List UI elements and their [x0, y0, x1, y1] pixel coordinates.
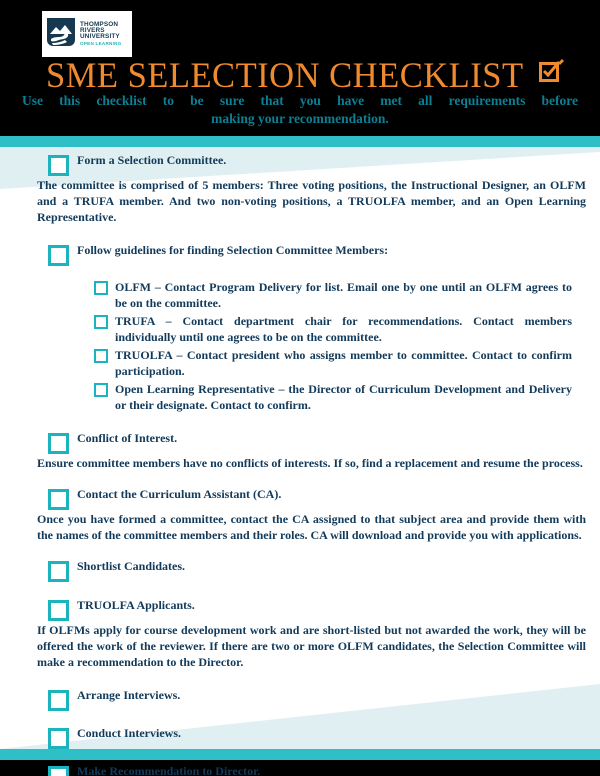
checklist-body: [0, 147, 600, 776]
checkbox-conflict-of-interest[interactable]: [48, 433, 69, 454]
checklist-entry-shortlist-candidates: [0, 543, 600, 582]
checkbox-conduct-interviews[interactable]: [48, 728, 69, 749]
list-item[interactable]: [48, 726, 584, 749]
list-item-body: [77, 559, 584, 574]
checklist-entry-truolfa-applicants: [0, 582, 600, 670]
page-title: SME SELECTION CHECKLIST: [46, 55, 524, 95]
list-item[interactable]: [48, 153, 584, 176]
list-item-title: TRUOLFA Applicants.: [77, 598, 195, 612]
sub-list-item[interactable]: [94, 313, 572, 345]
checklist-entry-arrange-interviews: [0, 670, 600, 711]
list-item-title: Shortlist Candidates.: [77, 559, 186, 573]
list-item[interactable]: [48, 688, 584, 711]
list-item-body: [77, 688, 584, 703]
checklist-entry-form-selection-committee: [0, 147, 600, 225]
checklist-entry-follow-guidelines: [0, 225, 600, 413]
checklist-entry-contact-curriculum-assistant: [0, 471, 600, 543]
checkbox-truolfa[interactable]: [94, 349, 108, 363]
logo-wordmark: [80, 22, 122, 47]
checkbox-make-recommendation[interactable]: [48, 766, 69, 776]
list-item-body: [77, 726, 584, 741]
sub-list-item[interactable]: [94, 381, 572, 413]
logo-line-rivers: RIVERS: [80, 26, 105, 34]
list-item[interactable]: [48, 431, 584, 454]
list-item[interactable]: [48, 487, 584, 510]
checkbox-follow-guidelines[interactable]: [48, 245, 69, 266]
subtitle-line-2: making your recommendation.: [211, 111, 389, 126]
sub-list-item-text: TRUFA – Contact department chair for recommendations. Contact members individually until one agrees to be on the committee.: [115, 314, 572, 344]
list-item-title: Contact the Curriculum Assistant (CA).: [77, 487, 282, 501]
list-item[interactable]: [48, 764, 584, 776]
list-item-body: [77, 764, 584, 776]
list-item[interactable]: [48, 598, 584, 621]
list-item-body: [77, 431, 584, 446]
checkbox-contact-curriculum-assistant[interactable]: [48, 489, 69, 510]
list-item-title: Form a Selection Committee.: [77, 153, 227, 167]
checkbox-truolfa-applicants[interactable]: [48, 600, 69, 621]
list-item-title: Make Recommendation to Director.: [77, 764, 261, 776]
list-item[interactable]: [48, 559, 584, 582]
list-item[interactable]: [48, 243, 584, 266]
checkbox-arrange-interviews[interactable]: [48, 690, 69, 711]
page-title-row: [0, 54, 600, 96]
subtitle-line-1: Use this checklist to be sure that you have met all requirements before: [22, 93, 578, 108]
checkbox-olfm[interactable]: [94, 281, 108, 295]
checkbox-open-learning-representative[interactable]: [94, 383, 108, 397]
checklist-entry-conduct-interviews: [0, 711, 600, 749]
list-item-description: If OLFMs apply for course development work and are short-listed but not awarded the work, they will be offered the work of the reviewer. If there are two or more OLFM candidates, the Selection Committee will make a recommendation to the Director.: [37, 623, 586, 669]
tru-shield-icon: [46, 17, 76, 51]
checked-box-with-pen-icon: [538, 58, 564, 89]
list-item-body: [77, 598, 584, 613]
logo-line-thompson: THOMPSON: [80, 20, 119, 28]
sub-list-item[interactable]: [94, 347, 572, 379]
page-header: [0, 0, 600, 136]
list-item-title: Conflict of Interest.: [77, 431, 178, 445]
list-item-body: [77, 243, 584, 258]
header-teal-rule: [0, 136, 600, 147]
list-item-title: Conduct Interviews.: [77, 726, 181, 740]
logo-tagline-open-learning: OPEN LEARNING: [80, 40, 122, 46]
sub-list-item-text: Open Learning Representative – the Director of Curriculum Development and Delivery or their designate. Contact to confirm.: [115, 382, 572, 412]
list-item-body: [77, 153, 584, 168]
list-item-description: Ensure committee members have no conflicts of interests. If so, find a replacement and resume the process.: [37, 456, 583, 470]
sub-list-item-text: OLFM – Contact Program Delivery for list. Email one by one until an OLFM agrees to be on the committee.: [115, 280, 572, 310]
checkbox-shortlist-candidates[interactable]: [48, 561, 69, 582]
page-subtitle: [22, 92, 578, 128]
checklist-entry-make-recommendation: [0, 749, 600, 776]
list-item-title: Arrange Interviews.: [77, 688, 181, 702]
sub-list-item-text: TRUOLFA – Contact president who assigns member to committee. Contact to confirm participation.: [115, 348, 572, 378]
list-item-description: The committee is comprised of 5 members: Three voting positions, the Instructional Designer, an OLFM and a TRUFA member. And two non-voting positions, a TRUOLFA member, and an Open Learning Representative.: [37, 178, 586, 224]
checklist-entry-conflict-of-interest: [0, 413, 600, 471]
logo-line-university: UNIVERSITY: [80, 33, 120, 41]
tru-open-learning-logo: [42, 11, 132, 57]
spacer: [0, 266, 600, 277]
list-item-description: Once you have formed a committee, contact the CA assigned to that subject area and provide them with the names of the committee members and their roles. CA will download and provide you with applications.: [37, 512, 586, 542]
checkbox-form-selection-committee[interactable]: [48, 155, 69, 176]
list-item-title: Follow guidelines for finding Selection Committee Members:: [77, 243, 389, 257]
sub-list-item[interactable]: [94, 279, 572, 311]
list-item-body: [77, 487, 584, 502]
checkbox-trufa[interactable]: [94, 315, 108, 329]
